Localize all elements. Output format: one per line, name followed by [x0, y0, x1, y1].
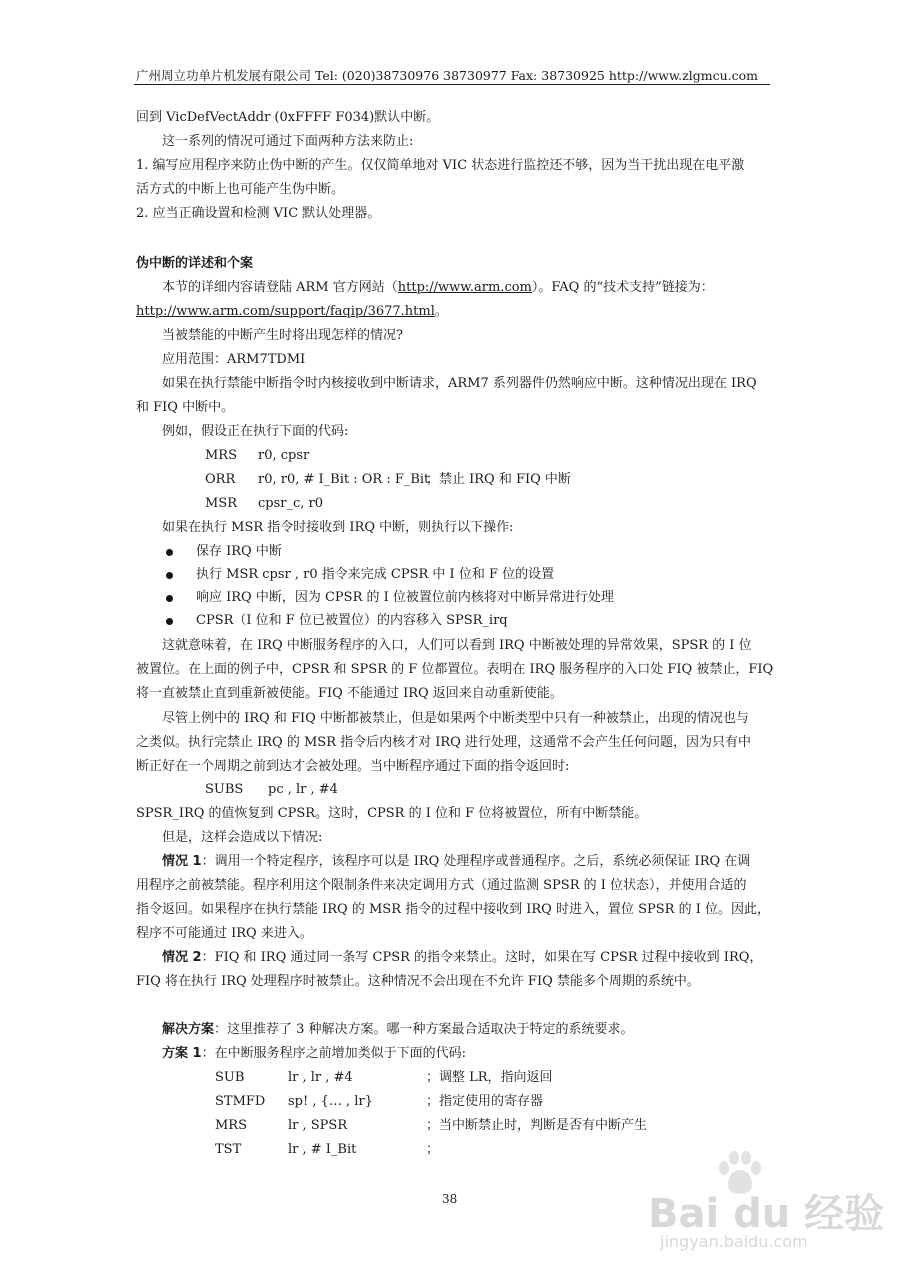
- code-comment: ；当中断禁止时，判断是否有中断产生: [426, 1118, 648, 1133]
- plan-label: 方案 1: [162, 1046, 202, 1061]
- code-args: lr , lr , #4: [288, 1070, 353, 1085]
- text-line: 但是，这样会造成以下情况:: [162, 830, 323, 845]
- text-line: 用程序之前被禁能。程序利用这个限制条件来决定调用方式（通过监测 SPSR 的 I 位状态），并使用合适的: [136, 878, 747, 893]
- text-line: 2. 应当正确设置和检测 VIC 默认处理器。: [136, 206, 381, 221]
- text-span: 。: [434, 304, 448, 319]
- code-args: lr , # I_Bit: [288, 1142, 357, 1157]
- bullet-item: CPSR（I 位和 F 位已被置位）的内容移入 SPSR_irq: [196, 613, 508, 628]
- bullet-icon: [166, 595, 173, 602]
- text-line: 回到 VicDefVectAddr (0xFFFF F034)默认中断。: [136, 110, 440, 125]
- text-line: 例如，假设正在执行下面的代码:: [162, 424, 349, 439]
- code-comment: ；指定使用的寄存器: [426, 1094, 544, 1109]
- bullet-item: 响应 IRQ 中断，因为 CPSR 的 I 位被置位前内核将对中断异常进行处理: [196, 590, 614, 605]
- text-span: ：FIQ 和 IRQ 通过同一条写 CPSR 的指令来禁止。这时，如果在写 CPSR 过程中接收到 IRQ，: [201, 950, 763, 965]
- text-span: ：在中断服务程序之前增加类似于下面的代码:: [201, 1046, 466, 1061]
- code-args: r0, r0, # I_Bit : OR : F_Bit: [258, 472, 430, 487]
- text-line: 这就意味着，在 IRQ 中断服务程序的入口，人们可以看到 IRQ 中断被处理的异常效果，SPSR 的 I 位: [162, 638, 752, 653]
- bullet-icon: [166, 549, 173, 556]
- code-op: MSR: [205, 496, 238, 511]
- text-line: 尽管上例中的 IRQ 和 FIQ 中断都被禁止，但是如果两个中断类型中只有一种被禁止，出现的情况也与: [162, 711, 749, 726]
- faq-link[interactable]: http://www.arm.com/support/faqip/3677.html: [136, 304, 435, 319]
- text-line: 将一直被禁止直到重新被使能。FIQ 不能通过 IRQ 返回来自动重新使能。: [136, 686, 563, 701]
- code-op: SUBS: [205, 782, 244, 797]
- arm-link[interactable]: http://www.arm.com: [397, 280, 532, 295]
- section-title: 伪中断的详述和个案: [136, 256, 254, 271]
- text-line: 断正好在一个周期之前到达才会被处理。当中断程序通过下面的指令返回时:: [136, 759, 570, 774]
- case-label: 情况 1: [162, 854, 202, 869]
- code-op: ORR: [205, 472, 236, 487]
- text-line: FIQ 将在执行 IRQ 处理程序时被禁止。这种情况不会出现在不允许 FIQ 禁能多个周期的系统中。: [136, 974, 700, 989]
- code-comment: ；: [426, 1142, 440, 1157]
- code-comment: ；调整 LR，指向返回: [426, 1070, 553, 1085]
- baidu-watermark: [648, 1148, 885, 1258]
- watermark-url: jingyan.baidu.com: [660, 1232, 808, 1251]
- case-label: 情况 2: [162, 950, 202, 965]
- bullet-icon: [166, 572, 173, 579]
- page-number: 38: [442, 1192, 458, 1206]
- text-line: 1. 编写应用程序来防止伪中断的产生。仅仅简单地对 VIC 状态进行监控还不够，因为当干扰出现在电平激: [136, 158, 745, 173]
- page-header: 广州周立功单片机发展有限公司 Tel: (020)38730976 38730977 Fax: 38730925 http://www.zlgmcu.com: [136, 68, 758, 83]
- text-line: 当被禁能的中断产生时将出现怎样的情况?: [162, 328, 403, 343]
- text-line: 指令返回。如果程序在执行禁能 IRQ 的 MSR 指令的过程中接收到 IRQ 时进入，置位 SPSR 的 I 位。因此，: [136, 902, 770, 917]
- text-line: 之类似。执行完禁止 IRQ 的 MSR 指令后内核才对 IRQ 进行处理，这通常不会产生任何问题，因为只有中: [136, 735, 751, 750]
- bullet-icon: [166, 618, 173, 625]
- text-line: 应用范围：ARM7TDMI: [162, 352, 306, 367]
- text-line: SPSR_IRQ 的值恢复到 CPSR。这时，CPSR 的 I 位和 F 位将被置位，所有中断禁能。: [136, 806, 648, 821]
- text-line: 活方式的中断上也可能产生伪中断。: [136, 182, 345, 197]
- code-op: SUB: [215, 1070, 245, 1085]
- code-op: STMFD: [215, 1094, 266, 1109]
- header-rule: [134, 84, 770, 85]
- text-line: 这一系列的情况可通过下面两种方法来防止:: [162, 134, 414, 149]
- text-line: 被置位。在上面的例子中，CPSR 和 SPSR 的 F 位都置位。表明在 IRQ 服务程序的入口处 FIQ 被禁止，FIQ: [136, 662, 774, 677]
- code-args: pc , lr , #4: [268, 782, 338, 797]
- text-line: [162, 1045, 466, 1063]
- watermark-brand: Bai du 经验: [648, 1191, 885, 1237]
- text-line: [162, 949, 762, 967]
- code-op: MRS: [205, 448, 238, 463]
- text-span: ）。FAQ 的“技术支持”链接为：: [531, 280, 714, 295]
- bullet-item: 保存 IRQ 中断: [196, 544, 282, 559]
- code-args: cpsr_c, r0: [258, 496, 324, 511]
- text-line: [162, 1021, 634, 1039]
- solution-label: 解决方案: [162, 1022, 215, 1037]
- text-line: 程序不可能通过 IRQ 来进入。: [136, 926, 313, 941]
- code-args: r0, cpsr: [258, 448, 310, 463]
- code-comment: ；禁止 IRQ 和 FIQ 中断: [426, 472, 571, 487]
- code-op: MRS: [215, 1118, 248, 1133]
- code-op: TST: [215, 1142, 242, 1157]
- text-line: [136, 303, 448, 321]
- text-line: [162, 279, 714, 297]
- text-span: 本节的详细内容请登陆 ARM 官方网站（: [162, 280, 398, 295]
- code-args: lr , SPSR: [288, 1118, 348, 1133]
- code-args: sp! , {… , lr}: [288, 1094, 373, 1109]
- text-line: 和 FIQ 中断中。: [136, 400, 235, 415]
- text-span: ：调用一个特定程序，该程序可以是 IRQ 处理程序或普通程序。之后，系统必须保证 IRQ 在调: [201, 854, 751, 869]
- text-line: [162, 853, 750, 871]
- text-line: 如果在执行 MSR 指令时接收到 IRQ 中断，则执行以下操作:: [162, 520, 514, 535]
- bullet-item: 执行 MSR cpsr , r0 指令来完成 CPSR 中 I 位和 F 位的设置: [196, 567, 555, 582]
- text-span: ：这里推荐了 3 种解决方案。哪一种方案最合适取决于特定的系统要求。: [214, 1022, 634, 1037]
- text-line: 如果在执行禁能中断指令时内核接收到中断请求，ARM7 系列器件仍然响应中断。这种情况出现在 IRQ: [162, 376, 757, 391]
